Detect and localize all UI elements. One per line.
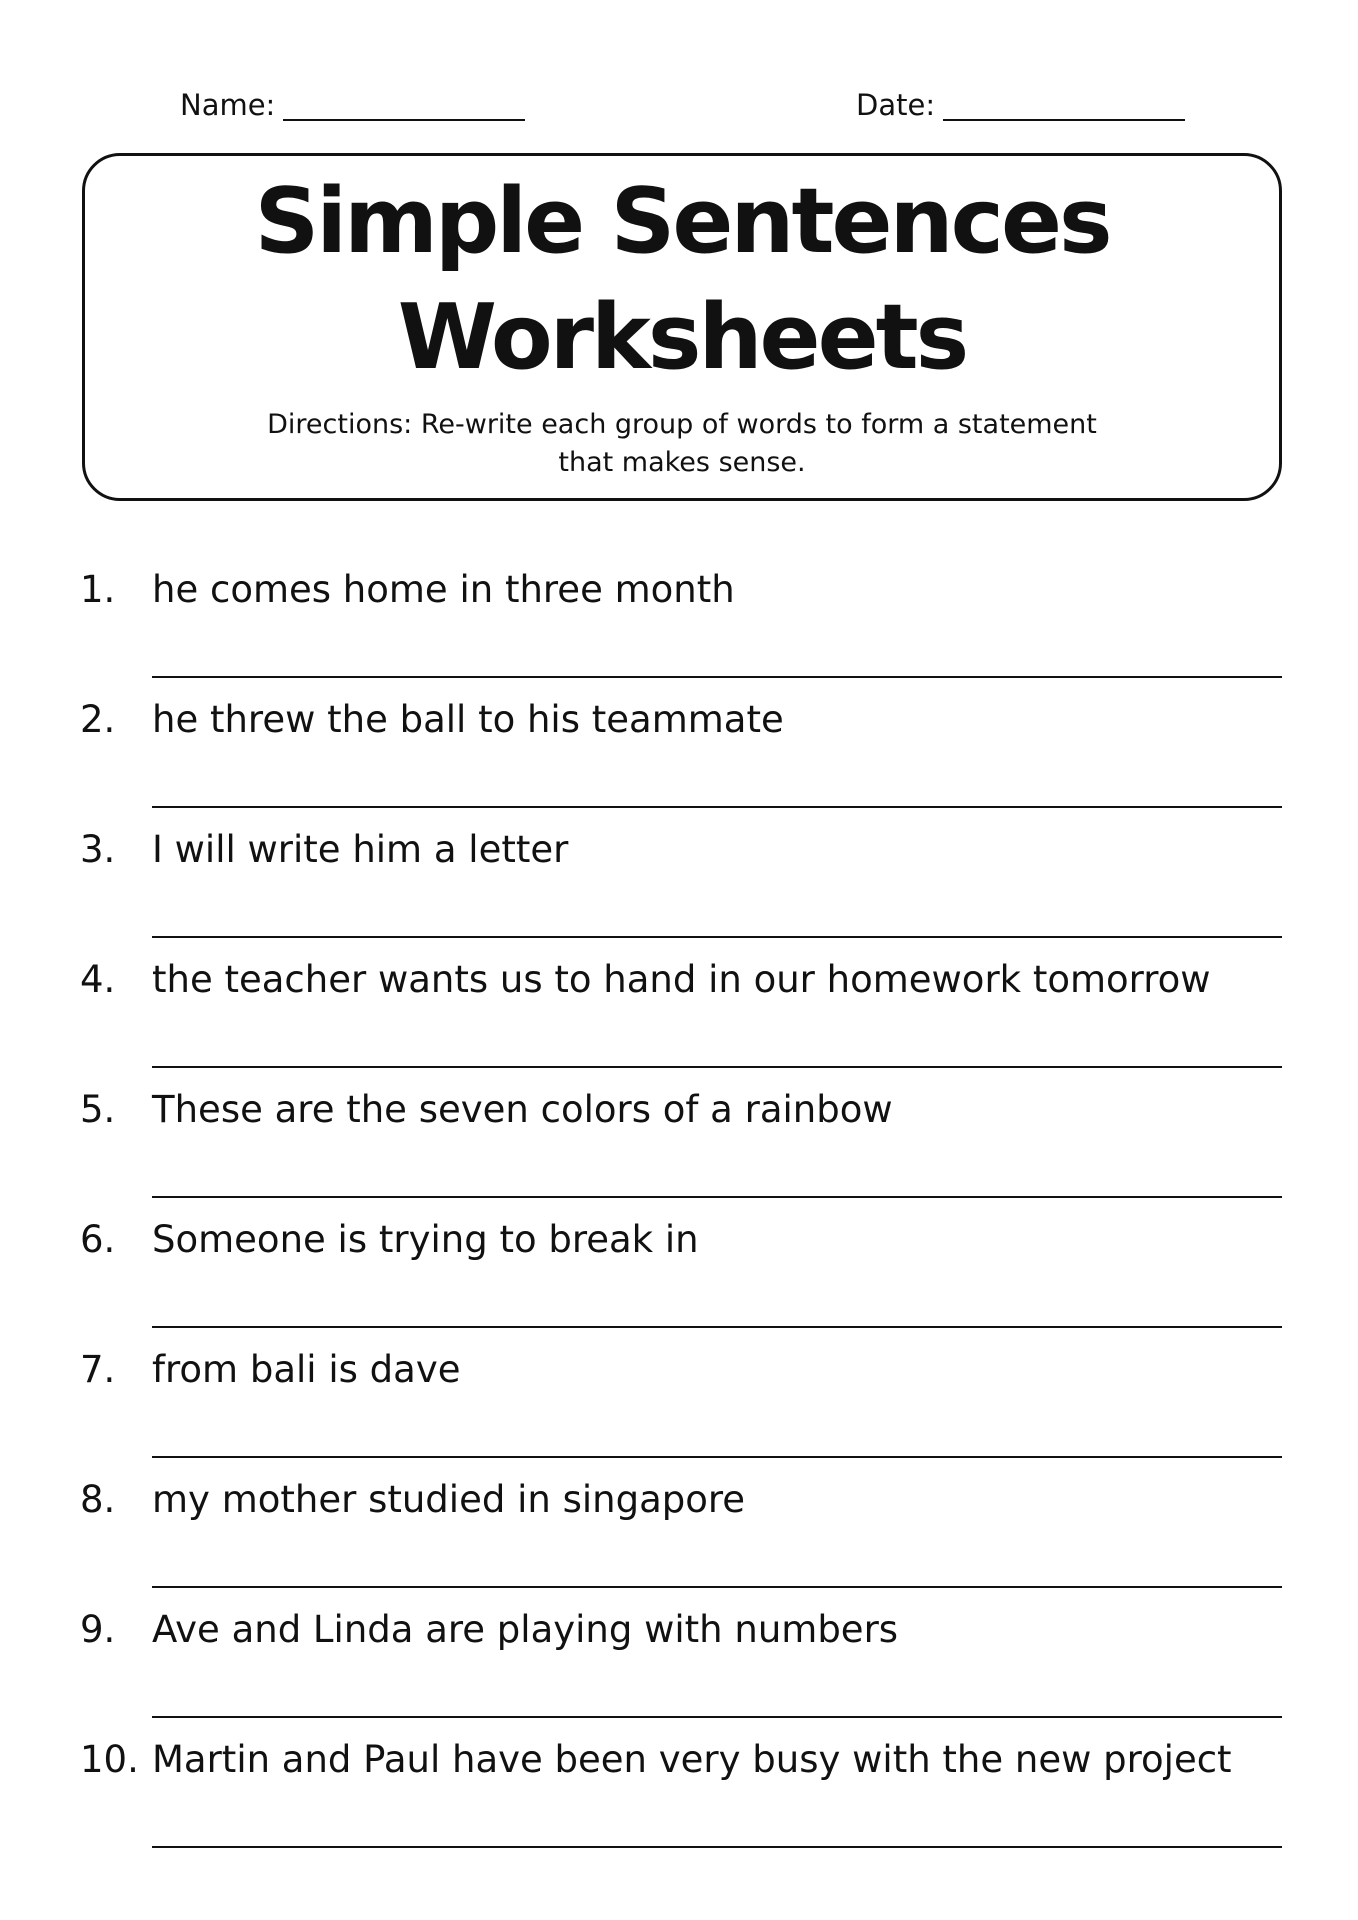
answer-line[interactable]: [152, 806, 1282, 808]
question-text: Martin and Paul have been very busy with the new project: [152, 1738, 1232, 1781]
question-text: Someone is trying to break in: [152, 1218, 699, 1261]
question-number: 4.: [80, 958, 116, 1001]
answer-line[interactable]: [152, 1196, 1282, 1198]
question-number: 8.: [80, 1478, 116, 1521]
question-number: 9.: [80, 1608, 116, 1651]
answer-line[interactable]: [152, 1066, 1282, 1068]
directions-line-2: that makes sense.: [558, 447, 806, 478]
question-text: Ave and Linda are playing with numbers: [152, 1608, 899, 1651]
question-item: [0, 1210, 1358, 1340]
question-item: [0, 560, 1358, 690]
answer-line[interactable]: [152, 1586, 1282, 1588]
name-field[interactable]: [180, 88, 525, 122]
question-number: 3.: [80, 828, 116, 871]
question-item: [0, 690, 1358, 820]
question-text: These are the seven colors of a rainbow: [152, 1088, 893, 1131]
question-number: 5.: [80, 1088, 116, 1131]
question-number: 2.: [80, 698, 116, 741]
date-blank-line[interactable]: [943, 91, 1185, 121]
question-item: [0, 1600, 1358, 1730]
question-item: [0, 820, 1358, 950]
question-item: [0, 950, 1358, 1080]
question-number: 7.: [80, 1348, 116, 1391]
answer-line[interactable]: [152, 1846, 1282, 1848]
directions-line-1: Directions: Re-write each group of words to form a statement: [267, 409, 1097, 440]
title-box: [82, 153, 1282, 501]
question-item: [0, 1340, 1358, 1470]
answer-line[interactable]: [152, 1326, 1282, 1328]
answer-line[interactable]: [152, 1716, 1282, 1718]
question-text: he comes home in three month: [152, 568, 735, 611]
question-text: my mother studied in singapore: [152, 1478, 746, 1521]
question-number: 6.: [80, 1218, 116, 1261]
date-label: Date:: [856, 88, 936, 122]
question-text: I will write him a letter: [152, 828, 569, 871]
answer-line[interactable]: [152, 1456, 1282, 1458]
worksheet-title-line-2: Worksheets: [397, 285, 967, 390]
worksheet-title-line-1: Simple Sentences: [254, 169, 1110, 274]
question-text: from bali is dave: [152, 1348, 461, 1391]
question-number: 1.: [80, 568, 116, 611]
date-field[interactable]: [856, 88, 1185, 122]
question-list: [0, 560, 1358, 1860]
question-text: the teacher wants us to hand in our homework tomorrow: [152, 958, 1211, 1001]
answer-line[interactable]: [152, 676, 1282, 678]
answer-line[interactable]: [152, 936, 1282, 938]
question-item: [0, 1730, 1358, 1860]
question-number: 10.: [80, 1738, 139, 1781]
question-item: [0, 1080, 1358, 1210]
name-label: Name:: [180, 88, 276, 122]
name-blank-line[interactable]: [283, 91, 525, 121]
directions: [85, 406, 1279, 482]
question-item: [0, 1470, 1358, 1600]
question-text: he threw the ball to his teammate: [152, 698, 784, 741]
